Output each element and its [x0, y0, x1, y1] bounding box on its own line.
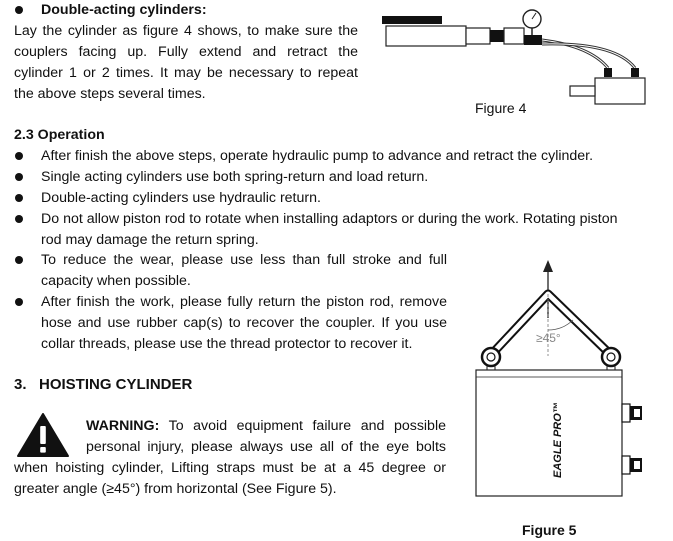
hoisting-warning-line-2: personal injury, please always use all of the eye bolts — [86, 439, 446, 455]
warning-text: To avoid equipment failure and possible — [159, 418, 446, 434]
figure-4-caption: Figure 4 — [475, 100, 527, 116]
warning-icon — [16, 412, 70, 458]
operation-bullet-4-line-2: rod may damage the return spring. — [41, 232, 259, 248]
operation-heading: 2.3 Operation — [14, 127, 105, 143]
operation-bullet-4-line-1: Do not allow piston rod to rotate when installing adaptors or during the work. Rotating piston — [41, 211, 618, 227]
figure-4-illustration — [380, 6, 670, 106]
double-acting-heading: Double-acting cylinders: — [41, 2, 207, 18]
hoisting-warning-line-3: when hoisting cylinder, Lifting straps must be at a 45 degree or — [14, 460, 446, 476]
bullet-dot — [15, 6, 23, 14]
operation-bullet-5-line-1: To reduce the wear, please use less than full stroke and full — [41, 252, 447, 268]
hoisting-heading: 3. HOISTING CYLINDER — [14, 376, 193, 393]
warning-label: WARNING: — [86, 418, 160, 434]
angle-label: ≥45° — [536, 331, 561, 345]
bullet-dot — [15, 256, 23, 264]
double-acting-line-2: couplers facing up. Fully extend and retract the — [14, 44, 358, 60]
bullet-dot — [15, 152, 23, 160]
operation-bullet-6-line-2: hose and use rubber cap(s) to recover the coupler. If you use — [41, 315, 447, 331]
double-acting-line-4: the above steps several times. — [14, 86, 206, 102]
hoisting-warning-line-4: greater angle (≥45°) from horizontal (See Figure 5). — [14, 481, 337, 497]
figure-5-caption: Figure 5 — [522, 522, 577, 538]
operation-bullet-6-line-3: collar threads, please use the thread protector to recover it. — [41, 336, 413, 352]
bullet-dot — [15, 194, 23, 202]
operation-bullet-3: Double-acting cylinders use hydraulic return. — [41, 190, 321, 206]
operation-bullet-6-line-1: After finish the work, please fully return the piston rod, remove — [41, 294, 447, 310]
bullet-dot — [15, 173, 23, 181]
figure-5-illustration — [470, 256, 660, 506]
hoisting-warning-line-1 — [86, 416, 446, 437]
brand-logo-text: EAGLE PRO™ — [552, 402, 564, 478]
double-acting-line-1: Lay the cylinder as figure 4 shows, to make sure the — [14, 23, 358, 39]
double-acting-line-3: cylinder 1 or 2 times. It may be necessary to repeat — [14, 65, 358, 81]
bullet-dot — [15, 298, 23, 306]
operation-bullet-2: Single acting cylinders use both spring-return and load return. — [41, 169, 429, 185]
operation-bullet-5-line-2: capacity when possible. — [41, 273, 191, 289]
bullet-dot — [15, 215, 23, 223]
operation-bullet-1: After finish the above steps, operate hydraulic pump to advance and retract the cylinder. — [41, 148, 594, 164]
